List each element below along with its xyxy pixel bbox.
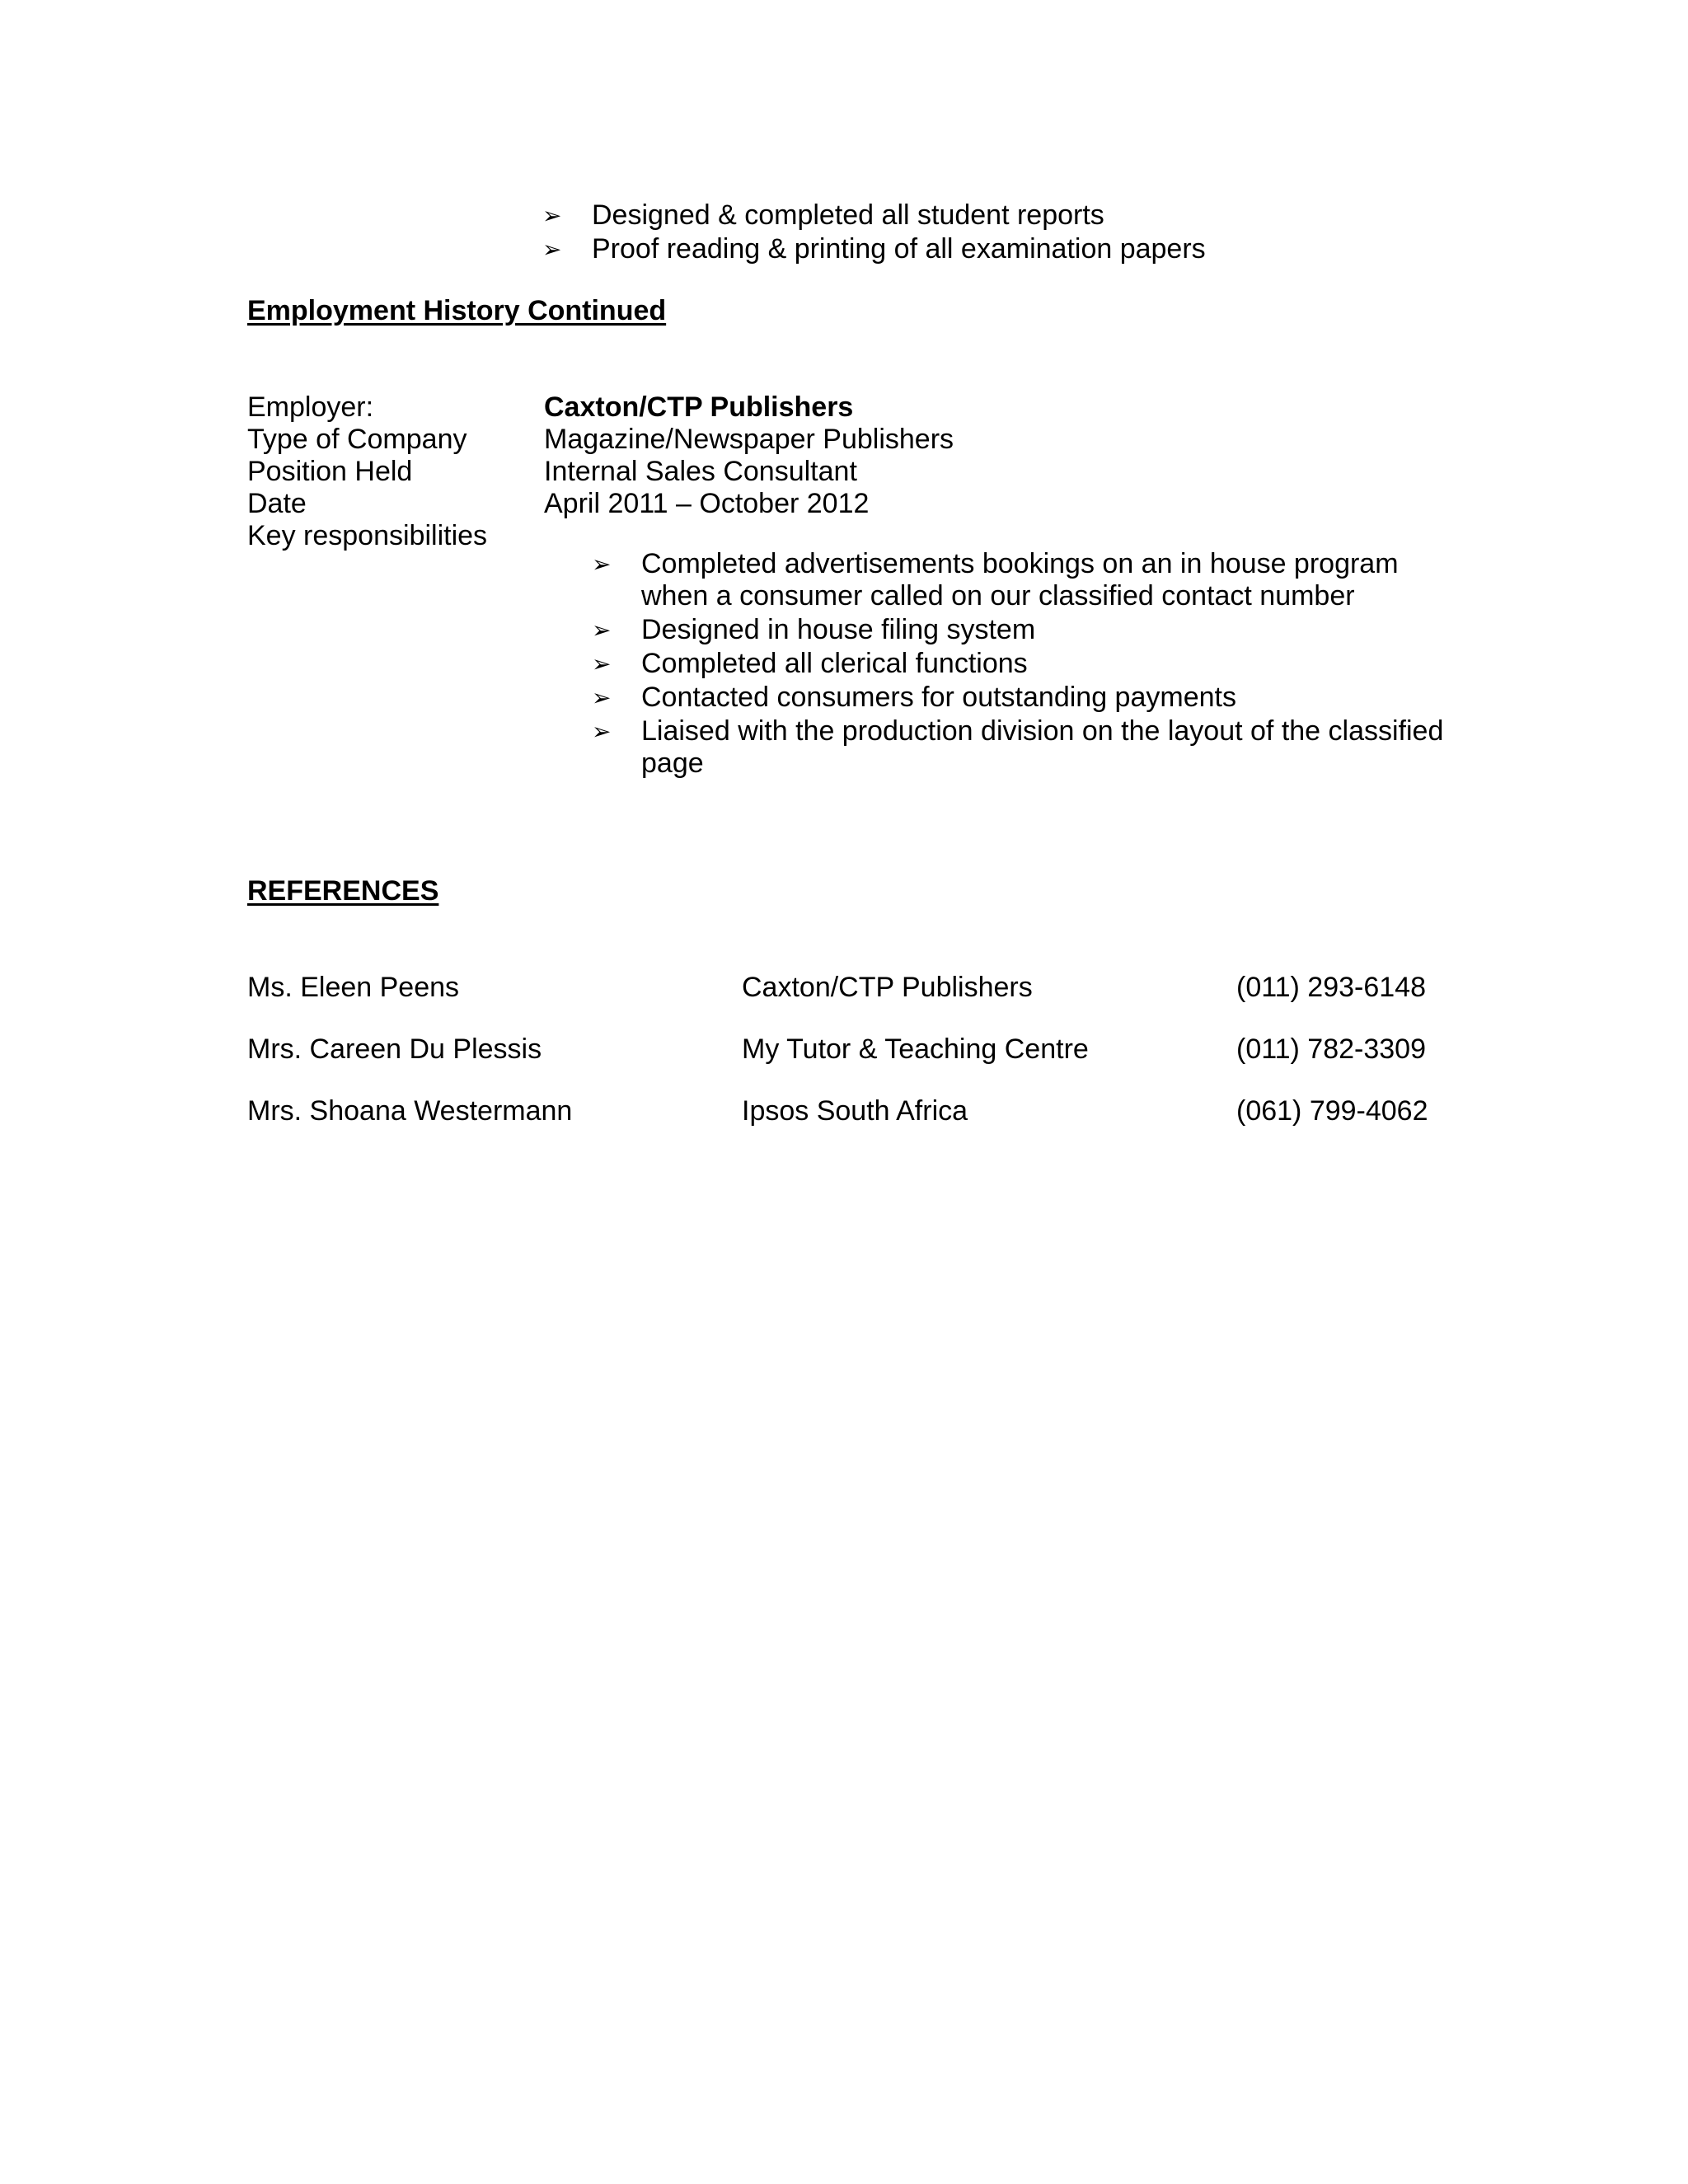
reference-company: Caxton/CTP Publishers [742,972,1033,1003]
responsibility-text: Liaised with the production division on the layout of the classified page [641,715,1444,779]
arrowhead-bullet-icon: ➢ [592,551,612,578]
list-item [542,199,1104,232]
reference-name: Ms. Eleen Peens [247,972,460,1003]
reference-phone: (011) 782-3309 [1236,1033,1426,1065]
employer-label: Employer: [247,391,374,423]
list-item [592,548,1449,612]
list-item [592,682,1449,714]
list-item [592,648,1449,680]
table-row [247,1095,1484,1128]
reference-name: Mrs. Shoana Westermann [247,1095,573,1127]
position-value: Internal Sales Consultant [544,456,857,487]
references-heading: REFERENCES [247,875,439,907]
date-value: April 2011 – October 2012 [544,488,870,519]
arrowhead-bullet-icon: ➢ [542,202,562,229]
responsibilities-label: Key responsibilities [247,520,488,551]
arrowhead-bullet-icon: ➢ [542,236,562,263]
company-type-label: Type of Company [247,424,467,455]
arrowhead-bullet-icon: ➢ [592,718,612,745]
responsibility-text: Completed all clerical functions [641,648,1028,679]
responsibility-text: Designed in house filing system [641,614,1036,645]
employment-history-heading: Employment History Continued [247,295,667,326]
reference-phone: (011) 293-6148 [1236,972,1426,1003]
responsibility-text: Contacted consumers for outstanding payments [641,682,1236,713]
employer-value: Caxton/CTP Publishers [544,391,854,423]
reference-phone: (061) 799-4062 [1236,1095,1428,1127]
position-label: Position Held [247,456,413,487]
reference-name: Mrs. Careen Du Plessis [247,1033,542,1065]
reference-company: Ipsos South Africa [742,1095,968,1127]
company-type-value: Magazine/Newspaper Publishers [544,424,954,455]
responsibilities-list [592,548,1449,781]
table-row [247,1033,1484,1066]
table-row [247,972,1484,1005]
top-bullet-text: Designed & completed all student reports [592,199,1104,231]
list-item [592,715,1449,780]
responsibility-text: Completed advertisements bookings on an in house program when a consumer called on our classified contact number [641,548,1399,612]
arrowhead-bullet-icon: ➢ [592,684,612,711]
list-item [592,614,1449,646]
top-bullet-text: Proof reading & printing of all examination papers [592,233,1206,265]
arrowhead-bullet-icon: ➢ [592,616,612,644]
reference-company: My Tutor & Teaching Centre [742,1033,1089,1065]
date-label: Date [247,488,307,519]
list-item [542,233,1206,265]
arrowhead-bullet-icon: ➢ [592,650,612,677]
